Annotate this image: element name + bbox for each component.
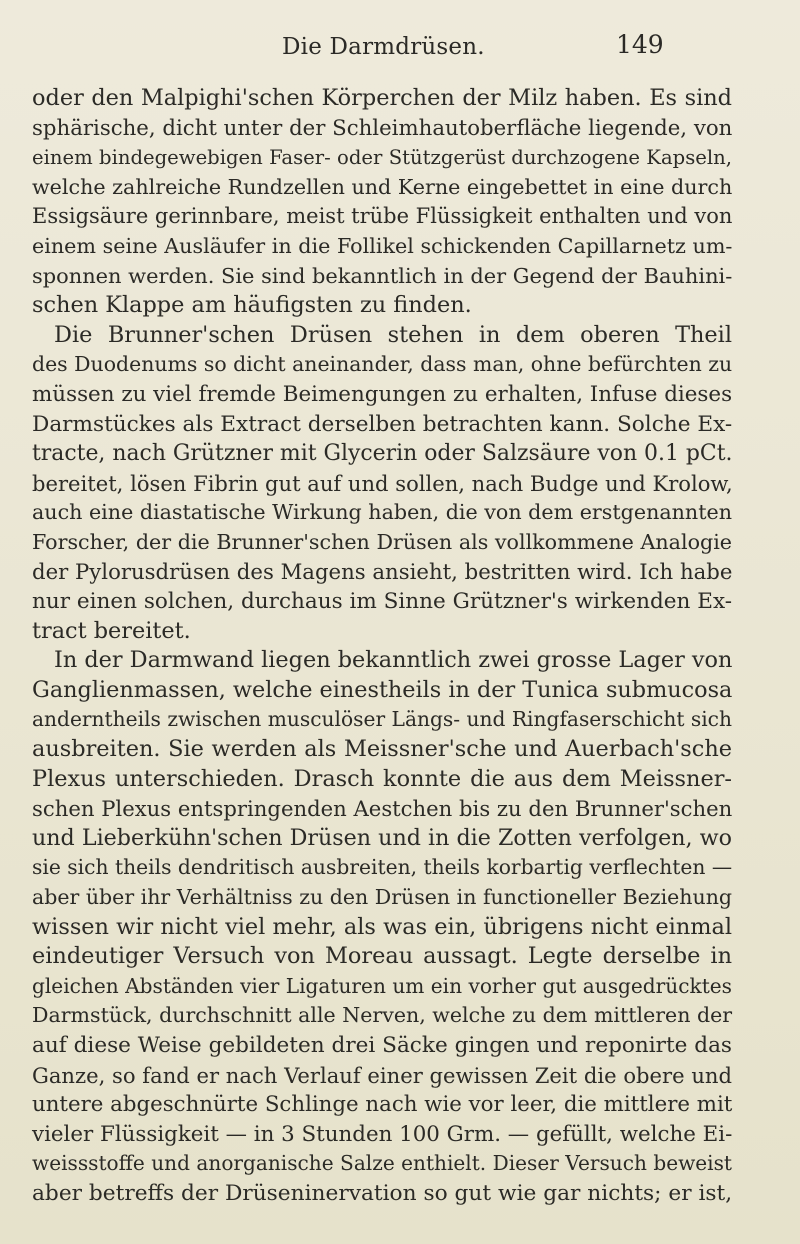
text-line: anderntheils zwischen musculöser Längs- und Ringfaserschicht sich (32, 707, 732, 732)
text-line: auch eine diastatische Wirkung haben, die von dem erstgenannten (32, 500, 732, 525)
text-line: einem seine Ausläufer in die Follikel schickenden Capillarnetz um- (32, 233, 733, 258)
text-line: welche zahlreiche Rundzellen und Kerne eingebettet in eine durch (32, 174, 733, 199)
text-line: oder den Malpighi'schen Körperchen der Milz haben. Es sind (32, 85, 732, 111)
text-line: wissen wir nicht viel mehr, als was ein, übrigens nicht einmal (32, 913, 732, 940)
text-line: Ganze, so fand er nach Verlauf einer gewissen Zeit die obere und (32, 1062, 732, 1088)
text-line: schen Plexus entspringenden Aestchen bis zu den Brunner'schen (32, 796, 733, 822)
text-line: Essigsäure gerinnbare, meist trübe Flüssigkeit enthalten und von (32, 204, 733, 229)
text-line: untere abgeschnürte Schlinge nach wie vor leer, die mittlere mit (32, 1092, 733, 1118)
text-line: auf diese Weise gebildeten drei Säcke gingen und reponirte das (32, 1033, 732, 1058)
text-line: sie sich theils dendritisch ausbreiten, theils korbartig verflechten — (32, 855, 733, 880)
text-line: gleichen Abständen vier Ligaturen um ein vorher gut ausgedrücktes (32, 973, 732, 998)
text-line: bereitet, lösen Fibrin gut auf und sollen, nach Budge und Krolow, (32, 470, 733, 496)
text-line: ausbreiten. Sie werden als Meissner'sche und Auerbach'sche (32, 736, 732, 763)
text-line: In der Darmwand liegen bekanntlich zwei grosse Lager von (54, 647, 733, 674)
text-line: schen Klappe am häufigsten zu finden. (32, 292, 472, 319)
text-line: Die Brunner'schen Drüsen stehen in dem oberen Theil (54, 321, 732, 348)
text-line: der Pylorusdrüsen des Magens ansieht, bestritten wird. Ich habe (32, 559, 733, 585)
text-line: eindeutiger Versuch von Moreau aussagt. Legte derselbe in (32, 943, 732, 970)
text-line: Ganglienmassen, welche einestheils in der Tunica submucosa (32, 676, 733, 703)
text-line: Forscher, der die Brunner'schen Drüsen als vollkommene Analogie (32, 529, 732, 554)
text-line: vieler Flüssigkeit — in 3 Stunden 100 Grm. — gefüllt, welche Ei- (32, 1121, 733, 1147)
text-line: sphärische, dicht unter der Schleimhautoberfläche liegende, von (32, 115, 733, 141)
page-number: 149 (616, 30, 664, 59)
text-line: weissstoffe und anorganische Salze enthielt. Dieser Versuch beweist (32, 1151, 732, 1176)
text-line: tract bereitet. (32, 617, 191, 644)
text-line: müssen zu viel fremde Beimengungen zu erhalten, Infuse dieses (32, 381, 733, 407)
text-line: Darmstückes als Extract derselben betrachten kann. Solche Ex- (32, 411, 733, 437)
text-line: tracte, nach Grützner mit Glycerin oder Salzsäure von 0.1 pCt. (32, 441, 733, 467)
text-line: Plexus unterschieden. Drasch konnte die aus dem Meissner- (32, 765, 732, 792)
text-line: und Lieberkühn'schen Drüsen und in die Zotten verfolgen, wo (32, 824, 732, 851)
text-line: Darmstück, durchschnitt alle Nerven, welche zu dem mittleren der (32, 1003, 733, 1028)
body-text (32, 84, 732, 1209)
text-line: aber über ihr Verhältniss zu den Drüsen in functioneller Beziehung (32, 885, 733, 910)
text-line: aber betreffs der Drüseninervation so gut wie gar nichts; er ist, (32, 1180, 733, 1206)
text-line: sponnen werden. Sie sind bekanntlich in der Gegend der Bauhini- (32, 263, 733, 288)
text-line: einem bindegewebigen Faser- oder Stützgerüst durchzogene Kapseln, (32, 146, 732, 170)
text-line: nur einen solchen, durchaus im Sinne Grützner's wirkenden Ex- (32, 589, 732, 615)
text-line: des Duodenums so dicht aneinander, dass man, ohne befürchten zu (32, 352, 733, 377)
running-title: Die Darmdrüsen. (282, 34, 485, 60)
